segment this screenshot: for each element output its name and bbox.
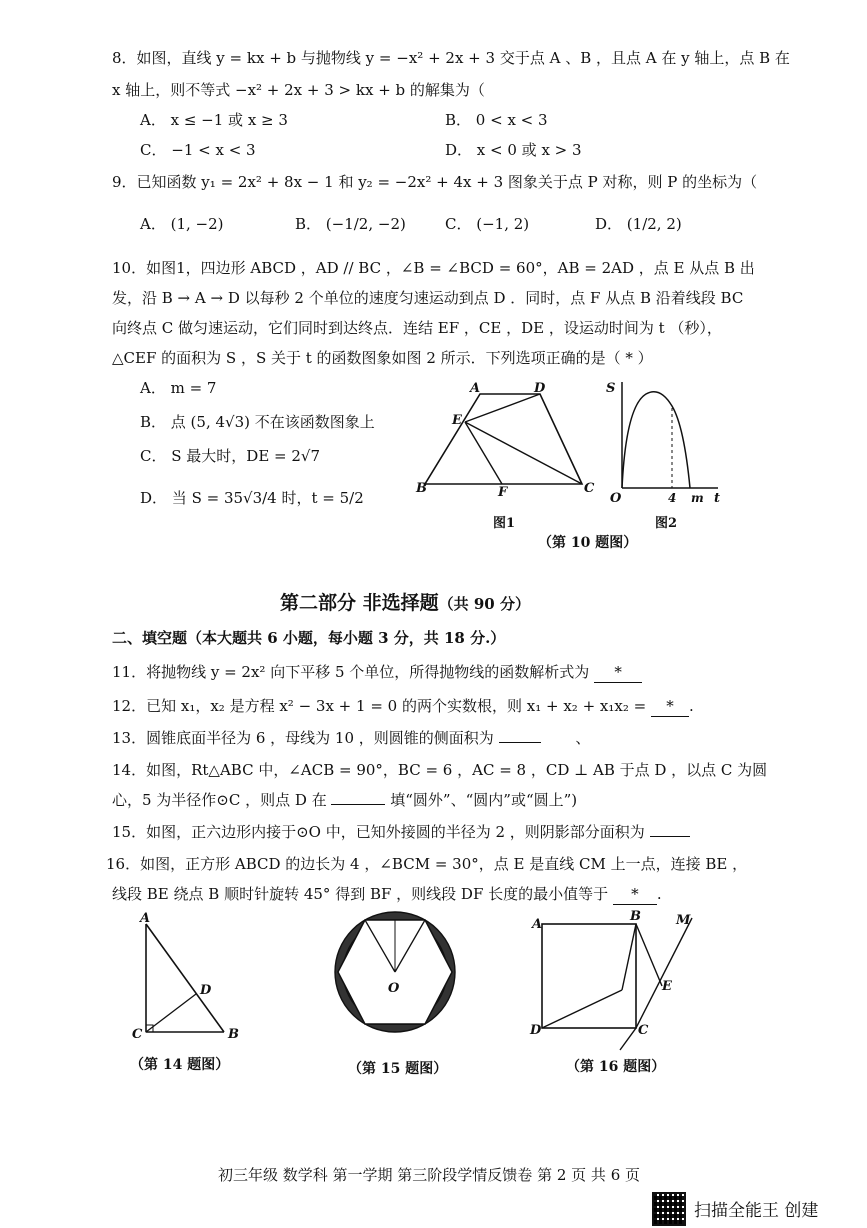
q12-text: 12．已知 x₁，x₂ 是方程 x² − 3x + 1 = 0 的两个实数根，则 x₁ + x₂ + x₁x₂ = — [112, 697, 647, 715]
q16-line2-text: 线段 BE 绕点 B 顺时针旋转 45° 得到 BF ，则线段 DF 长度的最小值等于 — [112, 885, 609, 903]
fig1-label-e: E — [452, 413, 462, 428]
q10-option-d: D． 当 S = 35√3/4 时，t = 5/2 — [140, 489, 364, 507]
f16-label-a: A — [532, 917, 543, 932]
q11-text: 11．将抛物线 y = 2x² 向下平移 5 个单位，所得抛物线的函数解析式为 — [112, 663, 590, 681]
q14-line2b: 填“圆外”、“圆内”或“圆上”) — [390, 791, 578, 809]
qr-code-icon — [652, 1192, 686, 1226]
q16-line1: 16．如图，正方形 ABCD 的边长为 4 ，∠BCM = 30°，点 E 是直线 CM 上一点，连接 BE ， — [106, 855, 748, 873]
q10-option-c: C． S 最大时，DE = 2√7 — [140, 447, 321, 465]
q10-line1: 10．如图1，四边形 ABCD ，AD // BC ，∠B = ∠BCD = 60°，AB = 2AD ，点 E 从点 B 出 — [112, 259, 755, 277]
q14-line1: 14．如图，Rt△ABC 中，∠ACB = 90°，BC = 6 ，AC = 8 ，CD ⊥ AB 于点 D ，以点 C 为圆 — [112, 761, 768, 779]
q13 — [112, 728, 590, 748]
part2-heading — [280, 588, 530, 615]
q15-text: 15．如图，正六边形内接于⊙O 中，已知外接圆的半径为 2 ，则阴影部分面积为 — [112, 823, 645, 841]
q10-line2: 发，沿 B → A → D 以每秒 2 个单位的速度匀速运动到点 D ．同时，点 F 从点 B 沿着线段 BC — [112, 289, 744, 307]
q8-line1: 8．如图，直线 y = kx + b 与抛物线 y = −x² + 2x + 3 交于点 A 、B ，且点 A 在 y 轴上，点 B 在 — [112, 49, 790, 67]
f16-label-e: E — [662, 979, 672, 994]
q10-line4: △CEF 的面积为 S ，S 关于 t 的函数图象如图 2 所示．下列选项正确的是（ * ） — [112, 349, 653, 367]
f16-label-d: D — [530, 1023, 542, 1038]
part2-points: （共 90 分） — [438, 595, 530, 613]
q15 — [112, 822, 690, 842]
q12-tail: . — [688, 697, 694, 715]
fig1-label-a: A — [470, 381, 481, 396]
f14-label-a: A — [140, 911, 151, 926]
q8-option-d: D． x < 0 或 x > 3 — [445, 141, 582, 159]
q16-tail: . — [656, 885, 662, 903]
f14-label-c: C — [132, 1027, 143, 1042]
q14-answer-blank[interactable] — [331, 804, 385, 805]
q9-option-b: B． (−1/2, −2) — [295, 215, 406, 233]
fig1-label-f: F — [498, 485, 508, 500]
q8-option-a: A． x ≤ −1 或 x ≥ 3 — [140, 111, 288, 129]
q9-option-c: C． (−1, 2) — [445, 215, 530, 233]
q10-figure-2 — [598, 378, 728, 508]
q11 — [112, 662, 642, 683]
q14-line2a: 心，5 为半径作⊙C ，则点 D 在 — [112, 791, 327, 809]
q12-answer-blank[interactable]: * — [651, 696, 689, 717]
fig2-label-4: 4 — [668, 491, 677, 505]
q13-answer-blank[interactable] — [499, 742, 541, 743]
fig1-label-b: B — [416, 481, 427, 496]
f14-label-b: B — [228, 1027, 239, 1042]
scanner-watermark: 扫描全能王 创建 — [694, 1201, 819, 1221]
q10-line3: 向终点 C 做匀速运动，它们同时到达终点．连结 EF ，CE ，DE ，设运动时间为 t （秒）， — [112, 319, 722, 337]
f14-label-d: D — [200, 983, 212, 998]
q15-figure-caption: （第 15 题图） — [348, 1061, 448, 1077]
q14-figure-caption: （第 14 题图） — [130, 1057, 230, 1073]
page-footer: 初三年级 数学科 第一学期 第三阶段学情反馈卷 第 2 页 共 6 页 — [218, 1166, 641, 1184]
fig2-label-t: t — [714, 491, 721, 506]
q10-option-a: A． m = 7 — [140, 379, 217, 397]
f15-label-o: O — [388, 981, 400, 996]
q15-figure — [332, 908, 458, 1038]
q10-fig1-caption: 图1 — [493, 516, 516, 531]
q8-line2: x 轴上，则不等式 −x² + 2x + 3 > kx + b 的解集为（ — [112, 81, 485, 99]
part2-title: 第二部分 非选择题 — [280, 592, 439, 614]
q8-option-b: B． 0 < x < 3 — [445, 111, 548, 129]
fig2-label-m: m — [691, 491, 704, 505]
fig2-label-o: O — [610, 491, 622, 506]
q14-line2 — [112, 790, 577, 810]
q13-text: 13．圆锥底面半径为 6 ，母线为 10 ，则圆锥的侧面积为 — [112, 729, 494, 747]
q9-option-a: A． (1, −2) — [140, 215, 224, 233]
fig1-label-d: D — [534, 381, 546, 396]
f16-label-b: B — [630, 909, 641, 924]
q8-option-c: C． −1 < x < 3 — [140, 141, 256, 159]
q16-figure-caption: （第 16 题图） — [566, 1059, 666, 1075]
fig1-label-c: C — [584, 481, 595, 496]
q11-answer-blank[interactable]: * — [594, 662, 642, 683]
q16-figure — [528, 910, 706, 1046]
f16-label-m: M — [676, 913, 691, 928]
fig2-label-s: S — [606, 381, 616, 396]
q16-answer-blank[interactable]: * — [613, 884, 657, 905]
q12 — [112, 696, 694, 717]
q10-figure-1 — [410, 378, 610, 508]
q14-figure — [128, 912, 248, 1042]
q16-line2 — [112, 884, 662, 905]
f16-label-c: C — [638, 1023, 649, 1038]
q9-line1: 9．已知函数 y₁ = 2x² + 8x − 1 和 y₂ = −2x² + 4x + 3 图象关于点 P 对称，则 P 的坐标为（ — [112, 173, 758, 191]
q9-option-d: D． (1/2, 2) — [595, 215, 682, 233]
q10-figure-caption: （第 10 题图） — [538, 535, 638, 551]
section2-title: 二、填空题（本大题共 6 小题，每小题 3 分，共 18 分.） — [112, 629, 506, 647]
q15-answer-blank[interactable] — [650, 836, 690, 837]
q10-option-b: B． 点 (5, 4√3) 不在该函数图象上 — [140, 413, 375, 431]
q13-tail: 、 — [575, 729, 591, 747]
q10-fig2-caption: 图2 — [655, 516, 678, 531]
